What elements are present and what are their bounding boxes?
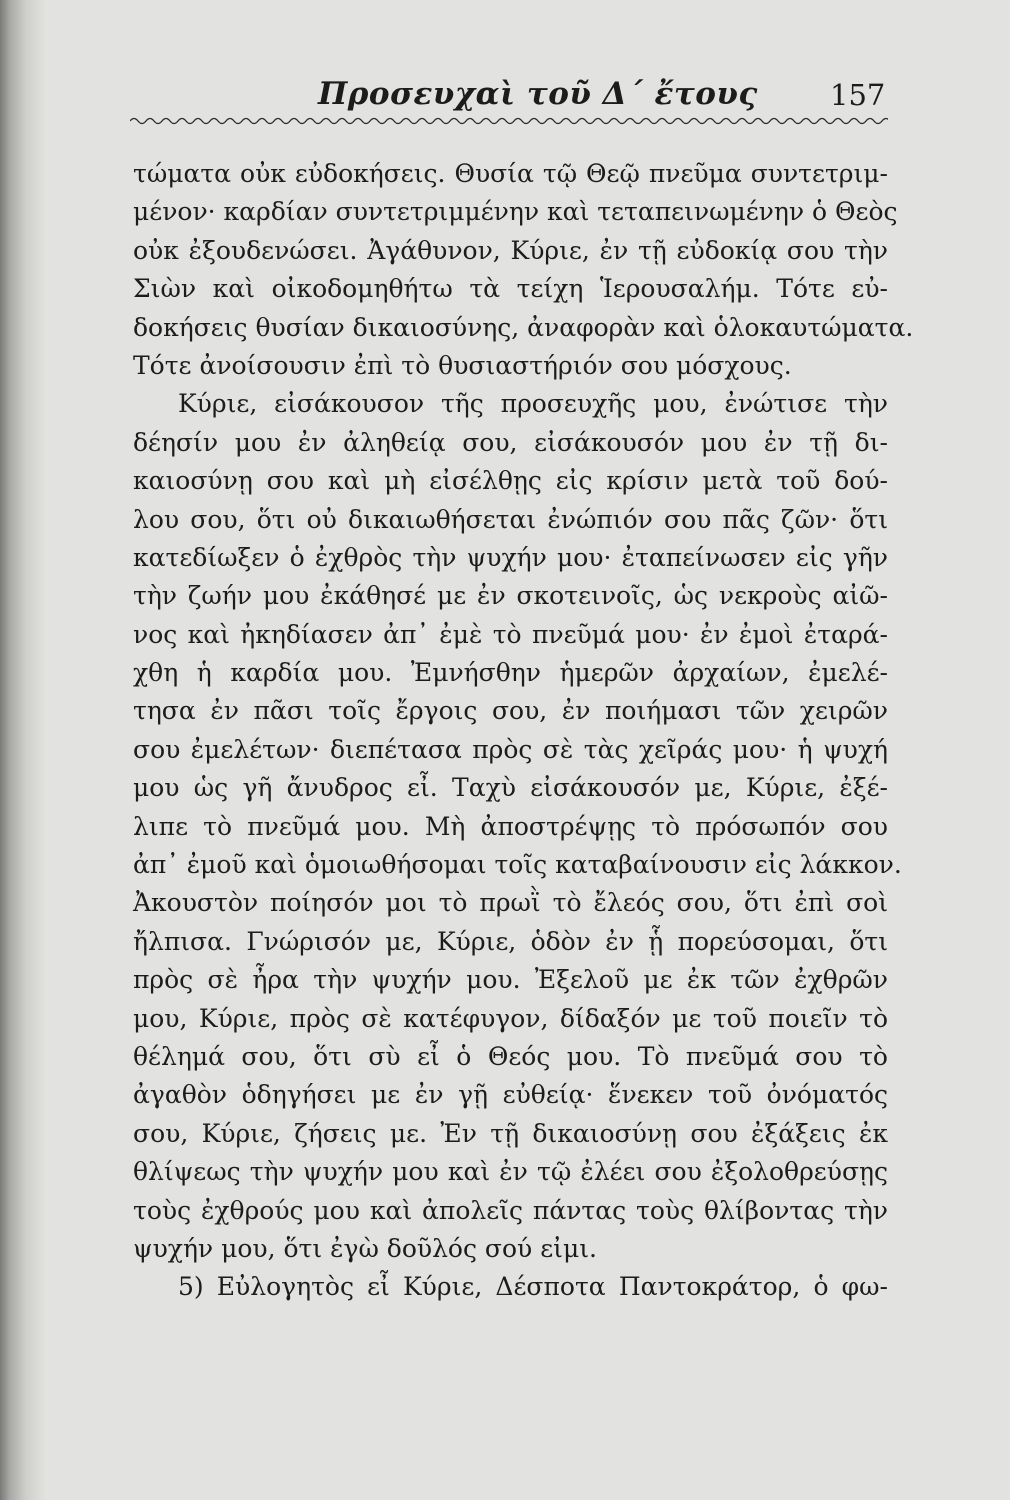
text-line: ἤλπισα. Γνώρισόν με, Κύριε, ὁδὸν ἐν ᾗ πορεύσομαι, ὅτι [133,926,888,956]
text-line: καιοσύνῃ σου καὶ μὴ εἰσέλθῃς εἰς κρίσιν μετὰ τοῦ δού- [133,466,888,496]
text-line: δέησίν μου ἐν ἀληθείᾳ σου, εἰσάκουσόν μου ἐν τῇ δι- [133,427,888,457]
text-line: τησα ἐν πᾶσι τοῖς ἔργοις σου, ἐν ποιήμασι τῶν χειρῶν [133,696,888,726]
text-line: νος καὶ ἠκηδίασεν ἀπ᾿ ἐμὲ τὸ πνεῦμά μου· ἐν ἐμοὶ ἐταρά- [133,619,888,649]
text-line: 5) Εὐλογητὸς εἶ Κύριε, Δέσποτα Παντοκράτορ, ὁ φω- [178,1272,888,1302]
text-line: τοὺς ἐχθρούς μου καὶ ἀπολεῖς πάντας τοὺς θλίβοντας τὴν [133,1195,888,1225]
text-line: χθη ἡ καρδία μου. Ἐμνήσθην ἡμερῶν ἀρχαίων, ἐμελέ- [133,658,888,688]
text-line: μου ὡς γῆ ἄνυδρος εἶ. Ταχὺ εἰσάκουσόν με, Κύριε, ἐξέ- [133,773,888,803]
header-wavy-rule [130,114,888,128]
text-line: κατεδίωξεν ὁ ἐχθρὸς τὴν ψυχήν μου· ἐταπείνωσεν εἰς γῆν [133,542,888,572]
text-line: ἀπ᾿ ἐμοῦ καὶ ὁμοιωθήσομαι τοῖς καταβαίνουσιν εἰς λάκκον. [133,850,902,880]
text-line: ἀγαθὸν ὁδηγήσει με ἐν γῇ εὐθείᾳ· ἕνεκεν τοῦ ὀνόματός [133,1080,888,1110]
text-line: Σιὼν καὶ οἰκοδομηθήτω τὰ τείχη Ἱερουσαλήμ. Τότε εὐ- [133,274,888,304]
text-line: οὐκ ἐξουδενώσει. Ἀγάθυνον, Κύριε, ἐν τῇ εὐδοκίᾳ σου τὴν [133,235,888,265]
running-title: Προσευχαὶ τοῦ Δ΄ ἔτους [318,76,758,112]
text-line: μου, Κύριε, πρὸς σὲ κατέφυγον, δίδαξόν με τοῦ ποιεῖν τὸ [133,1003,888,1033]
text-line: Ἀκουστὸν ποίησόν μοι τὸ πρωῒ τὸ ἔλεός σου, ὅτι ἐπὶ σοὶ [133,888,888,918]
text-line: θέλημά σου, ὅτι σὺ εἶ ὁ Θεός μου. Τὸ πνεῦμά σου τὸ [133,1041,888,1071]
text-line: πρὸς σὲ ἦρα τὴν ψυχήν μου. Ἐξελοῦ με ἐκ τῶν ἐχθρῶν [133,965,888,995]
text-line: Κύριε, εἰσάκουσον τῆς προσευχῆς μου, ἐνώτισε τὴν [178,389,888,419]
text-line: λου σου, ὅτι οὐ δικαιωθήσεται ἐνώπιόν σου πᾶς ζῶν· ὅτι [133,504,888,534]
page-number: 157 [830,78,886,112]
text-line: σου ἐμελέτων· διεπέτασα πρὸς σὲ τὰς χεῖράς μου· ἡ ψυχή [133,734,888,764]
text-line: λιπε τὸ πνεῦμά μου. Μὴ ἀποστρέψῃς τὸ πρόσωπόν σου [133,811,888,841]
text-line: σου, Κύριε, ζήσεις με. Ἐν τῇ δικαιοσύνῃ σου ἐξάξεις ἐκ [133,1118,888,1148]
body-text [133,155,914,1307]
text-line: ψυχήν μου, ὅτι ἐγὼ δοῦλός σού εἰμι. [133,1233,597,1263]
text-line: θλίψεως τὴν ψυχήν μου καὶ ἐν τῷ ἐλέει σου ἐξολοθρεύσῃς [133,1157,888,1187]
text-line: δοκήσεις θυσίαν δικαιοσύνης, ἀναφορὰν καὶ ὁλοκαυτώματα. [133,312,914,342]
text-line: Τότε ἀνοίσουσιν ἐπὶ τὸ θυσιαστήριόν σου μόσχους. [133,350,792,380]
text-line: τώματα οὐκ εὐδοκήσεις. Θυσία τῷ Θεῷ πνεῦμα συντετριμ- [133,159,888,188]
text-line: μένον· καρδίαν συντετριμμένην καὶ τεταπεινωμένην ὁ Θεὸς [133,197,898,227]
text-line: τὴν ζωήν μου ἐκάθησέ με ἐν σκοτεινοῖς, ὡς νεκροὺς αἰῶ- [133,581,888,611]
